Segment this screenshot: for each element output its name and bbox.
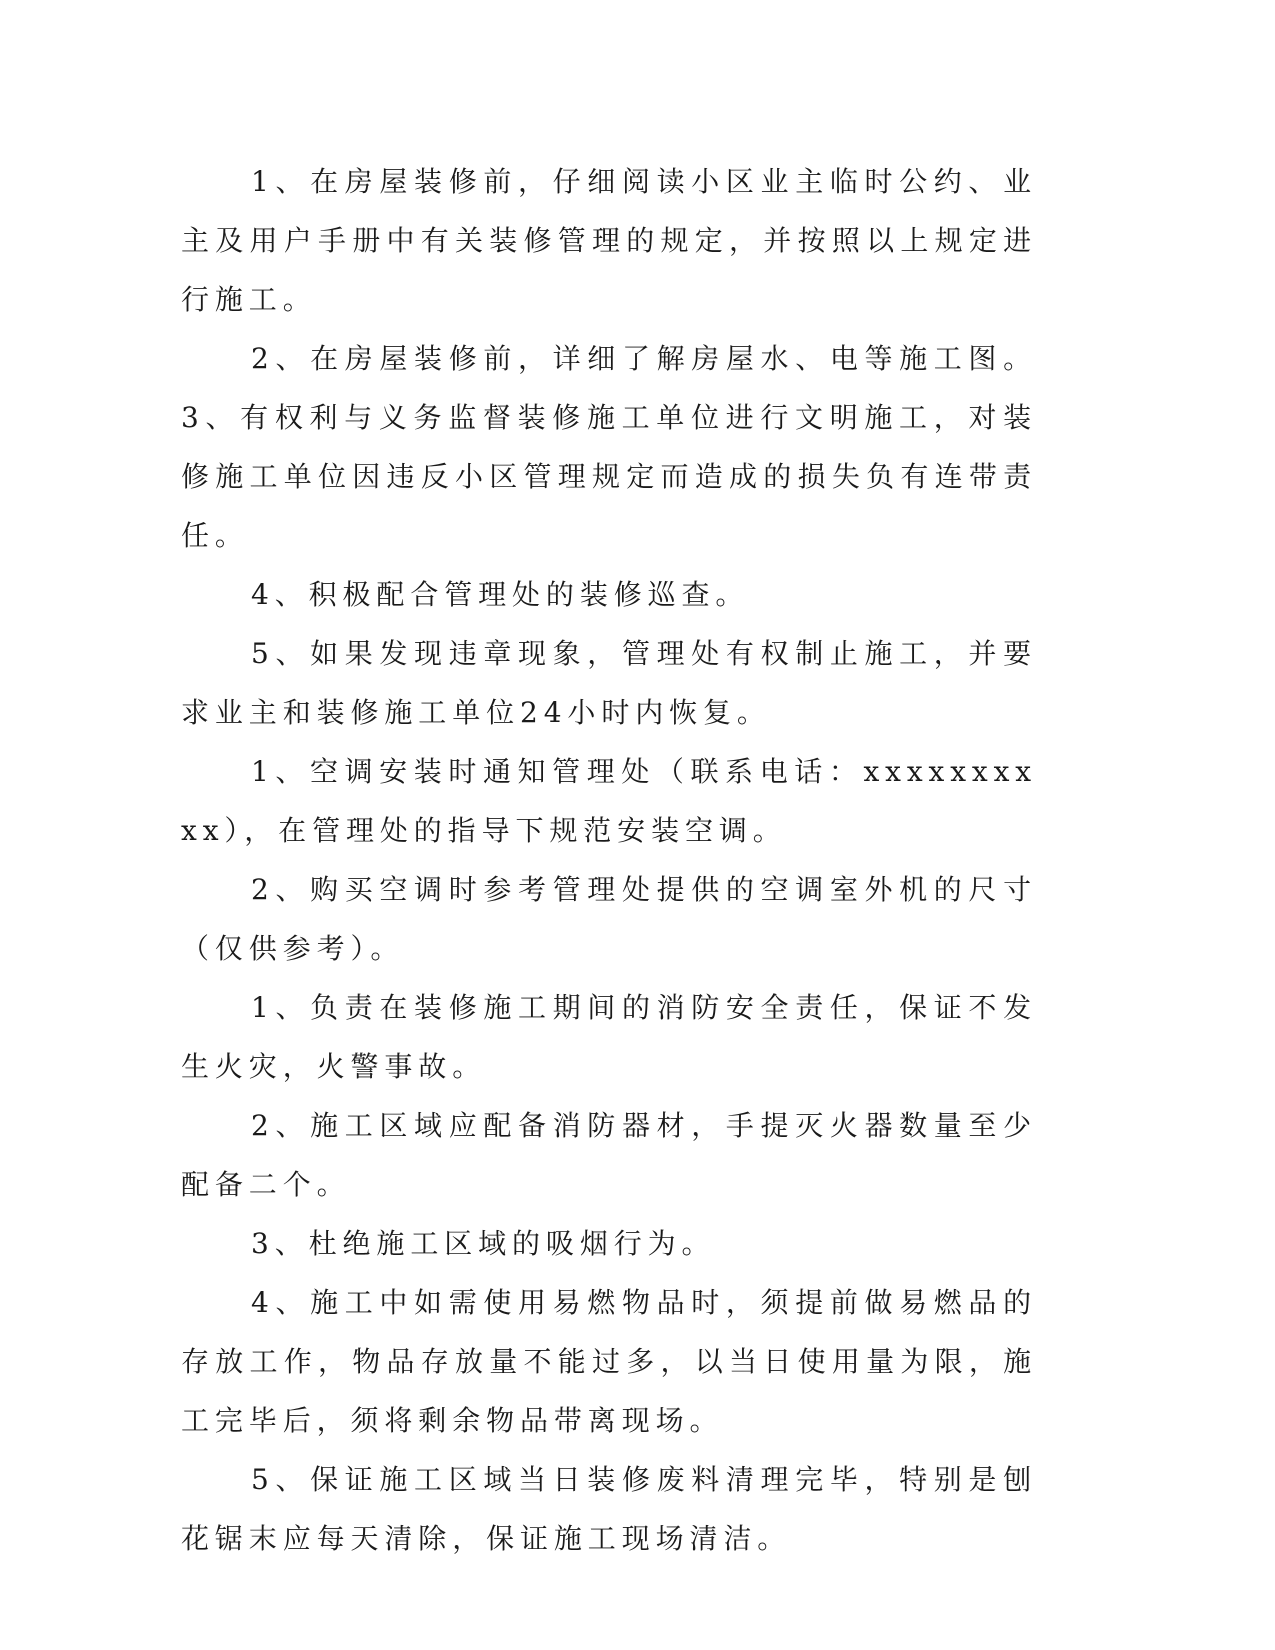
paragraph-11: 5、保证施工区域当日装修废料清理完毕，特别是刨花锯末应每天清除，保证施工现场清洁。 — [181, 1463, 1037, 1555]
paragraph-2: 2、在房屋装修前，详细了解房屋水、电等施工图。 3、有权利与义务监督装修施工单位进行文明施工，对装修施工单位因违反小区管理规定而造成的损失负有连带责任。 — [181, 342, 1037, 552]
paragraph-5: 1、空调安装时通知管理处（联系电话：xxxxxxxxxx），在管理处的指导下规范安装空调。 — [181, 755, 1037, 847]
document-page — [181, 152, 1037, 1568]
paragraph-6: 2、购买空调时参考管理处提供的空调室外机的尺寸（仅供参考）。 — [181, 873, 1037, 965]
paragraph-10: 4、施工中如需使用易燃物品时，须提前做易燃品的存放工作，物品存放量不能过多，以当日使用量为限，施工完毕后，须将剩余物品带离现场。 — [181, 1286, 1037, 1437]
paragraph-9: 3、杜绝施工区域的吸烟行为。 — [251, 1227, 716, 1260]
paragraph-4: 5、如果发现违章现象，管理处有权制止施工，并要求业主和装修施工单位24小时内恢复。 — [181, 637, 1037, 729]
paragraph-3: 4、积极配合管理处的装修巡查。 — [251, 578, 750, 611]
paragraph-7: 1、负责在装修施工期间的消防安全责任，保证不发生火灾，火警事故。 — [181, 991, 1037, 1083]
paragraph-8: 2、施工区域应配备消防器材，手提灭火器数量至少配备二个。 — [181, 1109, 1037, 1201]
paragraph-1: 1、在房屋装修前，仔细阅读小区业主临时公约、业主及用户手册中有关装修管理的规定，并按照以上规定进行施工。 — [181, 165, 1037, 316]
